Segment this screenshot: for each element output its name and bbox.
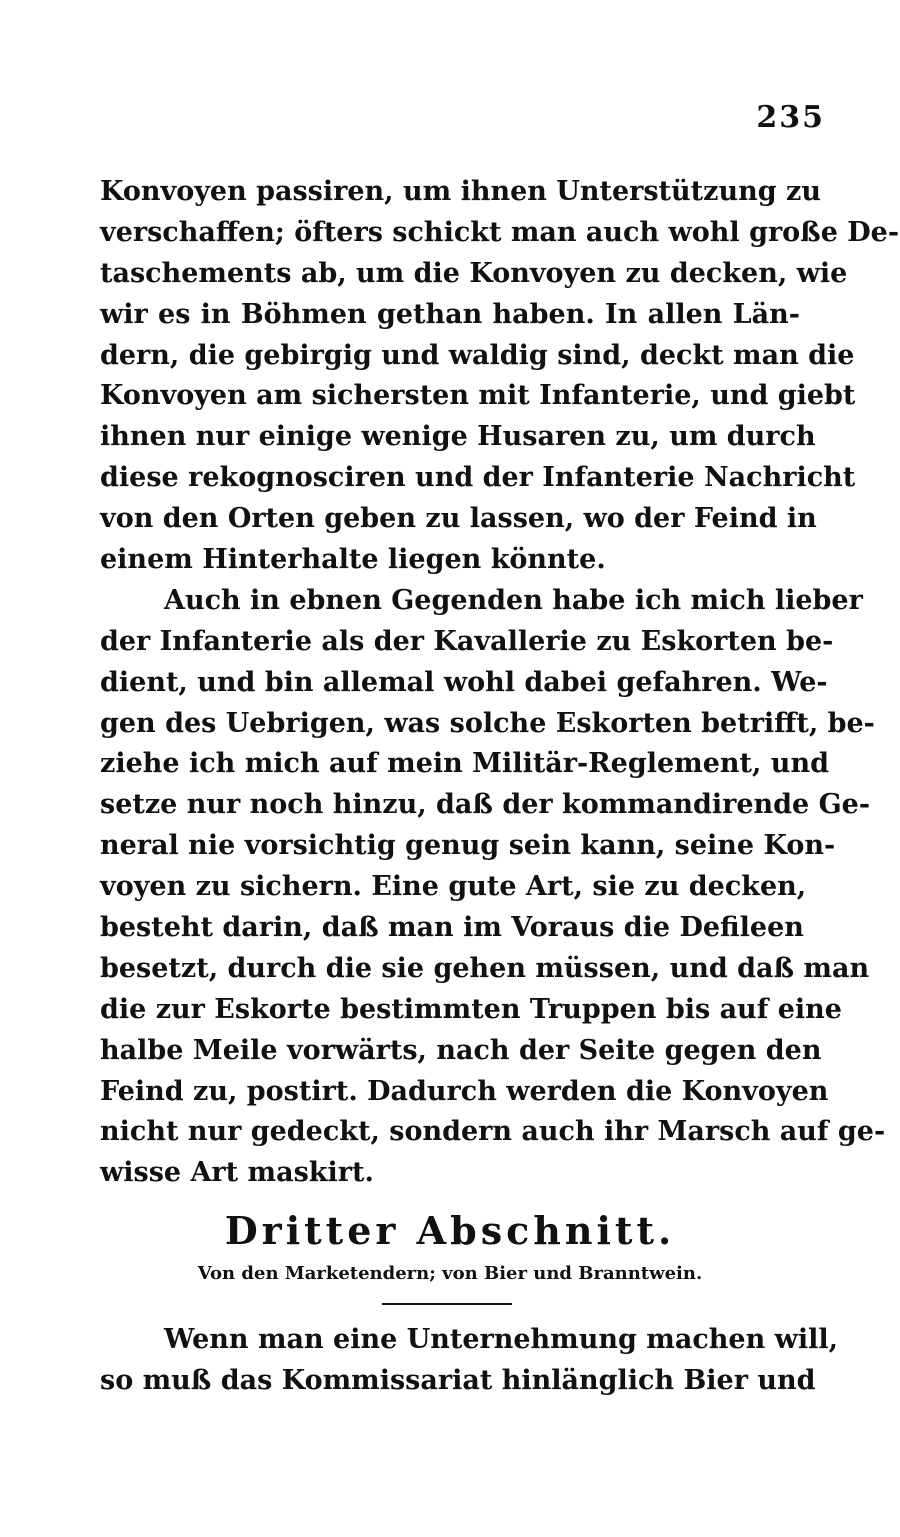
text-line: taschements ab, um die Konvoyen zu decken, wie [100, 257, 848, 289]
text-line: dern, die gebirgig und waldig sind, deckt man die [100, 339, 855, 371]
section-heading: Dritter Abschnitt. [224, 1208, 676, 1253]
text-line: diese rekognosciren und der Infanterie Nachricht [100, 462, 856, 494]
text-line: Wenn man eine Unternehmung machen will, [164, 1324, 839, 1355]
text-line: Auch in ebnen Gegenden habe ich mich lieber [164, 584, 863, 616]
section-divider [382, 1303, 512, 1305]
text-line: einem Hinterhalte liegen könnte. [100, 544, 606, 576]
text-line: nicht nur gedeckt, sondern auch ihr Marsch auf ge- [100, 1116, 886, 1148]
text-line: ziehe ich mich auf mein Militär-Reglement, und [100, 748, 829, 780]
text-line: die zur Eskorte bestimmten Truppen bis auf eine [100, 993, 842, 1025]
text-line: neral nie vorsichtig genug sein kann, seine Kon- [100, 830, 836, 862]
text-line: der Infanterie als der Kavallerie zu Eskorten be- [100, 625, 834, 657]
text-line: halbe Meile vorwärts, nach der Seite gegen den [100, 1034, 822, 1066]
section-text [100, 1320, 839, 1402]
text-line: besteht darin, daß man im Voraus die Defileen [100, 912, 804, 944]
text-line: voyen zu sichern. Eine gute Art, sie zu decken, [100, 871, 807, 903]
text-line: wisse Art maskirt. [100, 1157, 374, 1189]
text-line: ihnen nur einige wenige Husaren zu, um durch [100, 421, 816, 453]
text-line: wir es in Böhmen gethan haben. In allen Län- [100, 298, 800, 330]
paragraph [100, 581, 886, 1194]
section-subtitle: Von den Marketendern; von Bier und Branntwein. [197, 1263, 703, 1284]
page-number: 235 [756, 100, 825, 135]
text-line: besetzt, durch die sie gehen müssen, und daß man [100, 952, 870, 984]
text-line: gen des Uebrigen, was solche Eskorten betrifft, be- [100, 707, 875, 739]
text-line: Feind zu, postirt. Dadurch werden die Konvoyen [100, 1075, 829, 1107]
text-line: dient, und bin allemal wohl dabei gefahren. We- [100, 666, 828, 698]
text-line: von den Orten geben zu lassen, wo der Feind in [100, 503, 817, 535]
text-line: so muß das Kommissariat hinlänglich Bier und [100, 1364, 816, 1396]
text-line: Konvoyen passiren, um ihnen Unterstützung zu [100, 176, 821, 207]
text-line: verschaffen; öfters schickt man auch wohl große De- [100, 216, 900, 248]
paragraph [100, 172, 900, 581]
text-line: setze nur noch hinzu, daß der kommandirende Ge- [100, 789, 871, 821]
body-text [100, 172, 900, 1194]
text-line: Konvoyen am sichersten mit Infanterie, und giebt [100, 380, 856, 412]
